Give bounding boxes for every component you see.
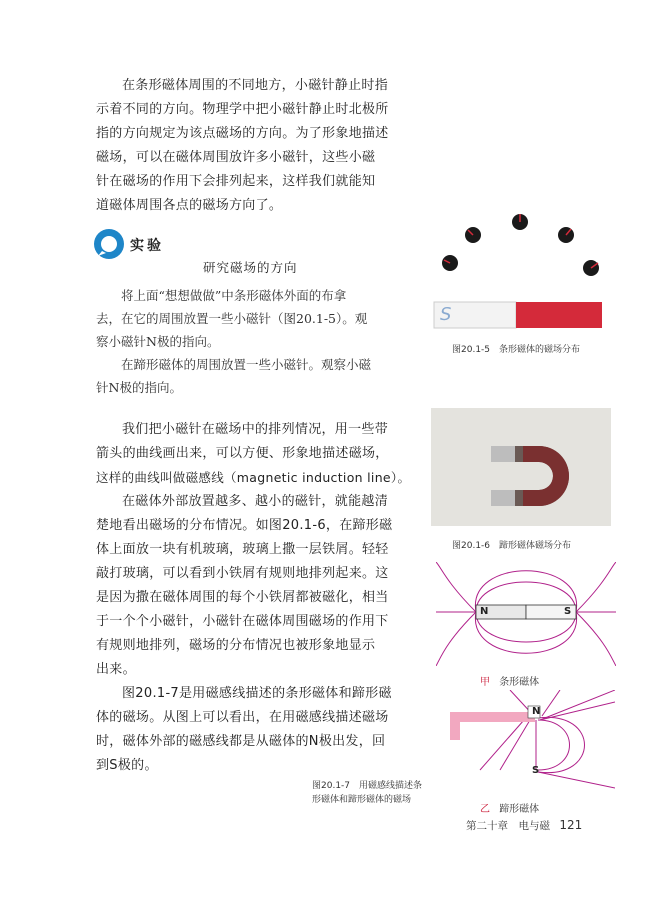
- intro-line: 指的方向规定为该点磁场的方向。为了形象地描述: [96, 126, 389, 141]
- experiment-line: 在蹄形磁体的周围放置一些小磁针。观察小磁: [121, 357, 372, 372]
- fig7-yi-mark: 乙: [480, 804, 490, 815]
- figure-20-1-7-caption: [312, 779, 422, 807]
- figure-20-1-7-bar: [436, 562, 616, 666]
- compass-bar-magnet-image: [428, 200, 608, 338]
- figure-20-1-5-caption: 图20.1-5 条形磁体的磁场分布: [452, 345, 581, 355]
- flask-icon: [94, 229, 124, 259]
- hoof-s-pole-label: S: [532, 765, 540, 776]
- bar-n-pole-label: N: [480, 606, 489, 617]
- body-paragraph-1: [96, 418, 441, 778]
- intro-line: 针在磁场的作用下会排列起来，这样我们就能知: [96, 174, 376, 189]
- figure-20-1-7-horseshoe: [440, 690, 615, 790]
- figure-20-1-5: [428, 200, 608, 338]
- experiment-body: [96, 284, 441, 399]
- intro-line: 示着不同的方向。物理学中把小磁针静止时北极所: [96, 102, 389, 117]
- chapter-title: 第二十章 电与磁: [466, 820, 550, 832]
- intro-paragraph: [96, 74, 441, 218]
- hoof-n-pole-label: N: [532, 706, 541, 717]
- experiment-line: 去，在它的周围放置一些小磁针（图20.1-5）。观: [96, 311, 368, 326]
- experiment-line: 针N极的指向。: [96, 380, 182, 395]
- body-line: 体的磁场。从图上可以看出，在用磁感线描述磁场: [96, 710, 389, 725]
- body-line: 图20.1-7是用磁感线描述的条形磁体和蹄形磁: [122, 686, 392, 701]
- body-line: 体上面放一块有机玻璃，玻璃上撒一层铁屑。轻轻: [96, 542, 389, 557]
- body-line: 到S极的。: [96, 758, 158, 773]
- iron-filings-photo: [431, 408, 611, 526]
- experiment-icon: [94, 229, 124, 259]
- fig7-jia-text: 条形磁体: [499, 677, 540, 688]
- intro-line: 在条形磁体周围的不同地方，小磁针静止时指: [122, 78, 389, 93]
- experiment-line: 察小磁针N极的指向。: [96, 334, 220, 349]
- body-line: 出来。: [96, 662, 136, 677]
- page-number: 121: [559, 818, 583, 832]
- fig7-caption-line: 形磁体和蹄形磁体的磁场: [312, 795, 412, 805]
- intro-line: 磁场，可以在磁体周围放许多小磁针，这些小磁: [96, 150, 376, 165]
- experiment-label: 实验: [130, 238, 164, 254]
- experiment-line: 将上面“想想做做”中条形磁体外面的布拿: [121, 288, 347, 303]
- body-line: 箭头的曲线画出来，可以方便、形象地描述磁场，: [96, 446, 389, 461]
- body-line: 这样的曲线叫做磁感线（magnetic induction line）。: [96, 470, 411, 485]
- fig7-yi-text: 蹄形磁体: [499, 804, 540, 815]
- figure-20-1-6-caption: 图20.1-6 蹄形磁体磁场分布: [452, 541, 572, 551]
- body-line: 楚地看出磁场的分布情况。如图20.1-6，在蹄形磁: [96, 518, 393, 533]
- body-line: 有规则地排列，磁场的分布情况也被形象地显示: [96, 638, 376, 653]
- body-line: 于一个个小磁针，小磁针在磁体周围磁场的作用下: [96, 614, 389, 629]
- body-line: 敲打玻璃，可以看到小铁屑有规则地排列起来。这: [96, 566, 389, 581]
- fig7-yi-label: [480, 800, 539, 815]
- body-line: 是因为撒在磁体周围的每个小铁屑都被磁化，相当: [96, 590, 389, 605]
- magnet-pole-label: S: [440, 304, 452, 325]
- compass-needle-icon: [442, 214, 599, 276]
- bar-magnet-field-lines: [436, 562, 616, 666]
- experiment-title: 研究磁场的方向: [203, 260, 298, 275]
- body-line: 时，磁体外部的磁感线都是从磁体的N极出发，回: [96, 734, 386, 749]
- body-line: 我们把小磁针在磁场中的排列情况，用一些带: [122, 422, 389, 437]
- body-line: 在磁体外部放置越多、越小的磁针，就能越清: [122, 494, 389, 509]
- intro-line: 道磁体周围各点的磁场方向了。: [96, 198, 283, 213]
- fig7-caption-line: 图20.1-7 用磁感线描述条: [312, 781, 423, 791]
- fig7-jia-mark: 甲: [480, 677, 490, 688]
- page-footer: [466, 818, 582, 833]
- fig7-jia-label: [480, 673, 539, 688]
- figure-20-1-6: [431, 408, 611, 526]
- bar-s-pole-label: S: [564, 606, 572, 617]
- horseshoe-field-lines: [440, 690, 615, 790]
